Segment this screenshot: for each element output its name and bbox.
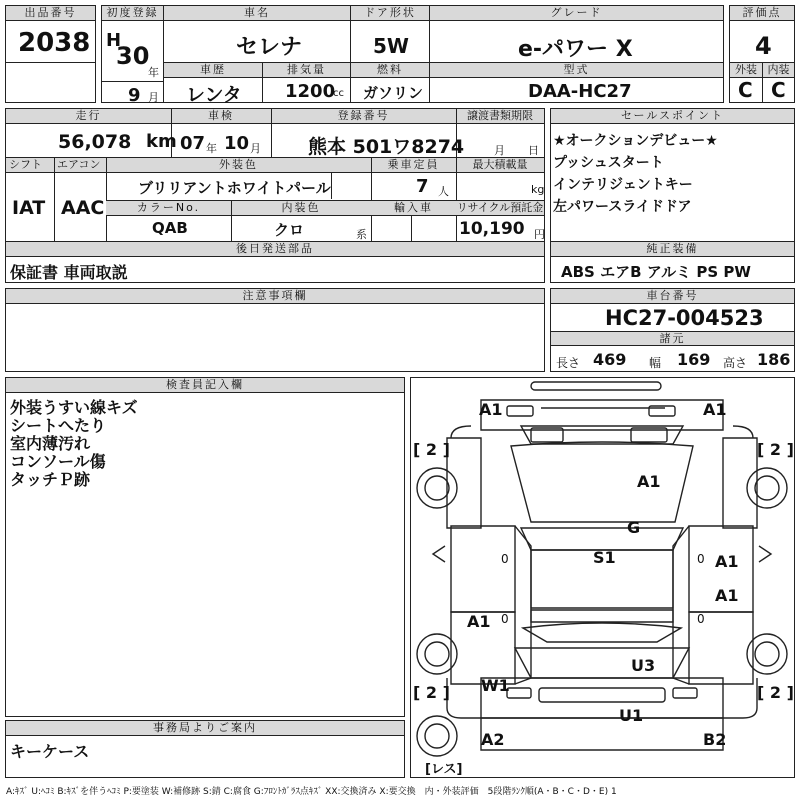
score-label: 評価点 [730, 6, 794, 21]
grade-label: グレード [430, 6, 723, 21]
month-unit: 月 [148, 91, 159, 104]
lot-number-blank [5, 62, 96, 103]
vehicle-details-block [5, 108, 545, 242]
door-cell [350, 5, 430, 63]
damage-diagram [410, 377, 795, 778]
color-number: QAB [152, 219, 188, 237]
damage-mark-roof: S1 [593, 548, 616, 567]
era-letter: H [106, 30, 122, 51]
inspector-note-line: シートへたり [10, 416, 107, 435]
shift: IAT [12, 197, 46, 219]
import-label: 輸入車 [371, 201, 456, 216]
inspection-year-unit: 年 [206, 142, 217, 155]
equipment-label: 純正装備 [551, 242, 794, 257]
registration-label: 登録番号 [271, 109, 456, 124]
sales-points-label: セールスポイント [551, 109, 794, 124]
caution-cell [5, 288, 545, 372]
car-outline-diagram [411, 378, 794, 777]
lot-number-cell [5, 5, 96, 63]
caution-label: 注意事項欄 [6, 289, 544, 304]
sales-point-item: 左パワースライドドア [553, 199, 692, 215]
recycle-fee-label: リサイクル預託金 [456, 201, 544, 214]
zero-mark-left-rear: 0 [501, 612, 509, 626]
displacement-cell [262, 62, 351, 103]
inspector-note-line: 外装うすい線キズ [10, 398, 138, 417]
equipment-text: ABS エアB アルミ PS PW [561, 263, 751, 281]
inspection-month: 10 [224, 133, 250, 154]
office-note-label: 事務局よりご案内 [6, 721, 404, 736]
damage-mark-right-rear-door: A1 [715, 586, 739, 605]
mileage-unit: km [146, 131, 177, 152]
capacity-label: 乗車定員 [371, 158, 456, 173]
door-type: 5W [373, 34, 409, 58]
damage-mark-rear-hatch: U3 [631, 656, 656, 675]
first-registration-year: 30 [116, 42, 150, 70]
car-name: セレナ [236, 35, 303, 60]
damage-mark-hood: A1 [637, 472, 661, 491]
damage-mark-rear-bumper-right: B2 [703, 730, 727, 749]
damage-mark-rear-bumper-left: A2 [481, 730, 505, 749]
model-code: DAA-HC27 [528, 81, 632, 102]
tire-mark-front-left: [ 2 ] [413, 440, 450, 459]
interior-color-unit: 系 [356, 228, 367, 241]
shift-label: シフト [6, 158, 54, 173]
damage-mark-left-rear-door: A1 [467, 612, 491, 631]
damage-mark-front-left: A1 [479, 400, 503, 419]
chassis-cell [550, 288, 795, 372]
capacity-unit: 人 [438, 185, 449, 198]
grade: e-パワー X [518, 37, 633, 62]
damage-mark-right-front-door: A1 [715, 552, 739, 571]
damage-mark-rear-left: W1 [481, 676, 510, 695]
max-load-label: 最大積載量 [456, 158, 544, 173]
score-cell [729, 5, 795, 63]
damage-code-legend: A:ｷｽﾞ U:ﾍｺﾐ B:ｷｽﾞを伴うﾍｺﾐ P:要塗装 W:補修跡 S:錆 C:腐食 G:ﾌﾛﾝﾄｶﾞﾗｽ点ｷｽﾞ XX:交換済み X:要交換 内・外装評価 5段階ﾗﾝｸ順(A・B・C・D・E) 1 [6, 787, 617, 797]
zero-mark-right-door: 0 [697, 552, 705, 566]
lot-number: 2038 [18, 28, 91, 58]
equipment-cell [550, 241, 795, 283]
inspector-notes-cell [5, 377, 405, 717]
first-registration-label: 初度登録 [102, 6, 163, 21]
exterior-color: ブリリアントホワイトパール [138, 179, 331, 197]
history-cell [163, 62, 263, 106]
fuel: ガソリン [363, 84, 424, 102]
zero-mark-left-door: 0 [501, 552, 509, 566]
sales-points-cell [550, 108, 795, 242]
score: 4 [755, 32, 772, 60]
capacity: 7 [416, 176, 429, 197]
length: 469 [593, 350, 627, 369]
air-conditioner: AAC [61, 197, 105, 219]
sales-point-item: プッシュスタート [553, 155, 664, 171]
interior-grade: C [771, 78, 786, 102]
spare-tire-mark: [レス] [425, 762, 463, 777]
model-label: 型式 [430, 63, 723, 78]
grade-cell [429, 5, 724, 63]
displacement-label: 排気量 [263, 63, 350, 78]
lot-number-label: 出品番号 [6, 6, 95, 21]
model-cell [429, 62, 724, 103]
interior-grade-label: 内装 [763, 63, 794, 78]
exterior-grade-cell [729, 62, 763, 103]
transfer-day-unit: 日 [528, 144, 539, 157]
inspector-note-line: コンソール傷 [10, 452, 106, 471]
registration-number: 熊本 501ワ8274 [308, 136, 465, 158]
width-label: 幅 [649, 356, 662, 370]
recycle-fee: 10,190 [459, 219, 525, 239]
sales-point-item: ★オークションデビュー★ [553, 133, 718, 149]
later-parts-text: 保証書 車両取説 [10, 263, 128, 282]
interior-color: クロ [274, 221, 305, 239]
color-number-label: カラーNo. [106, 201, 231, 216]
damage-mark-front-right: A1 [703, 400, 727, 419]
interior-color-label: 内装色 [231, 201, 371, 216]
mileage-label: 走行 [6, 109, 171, 124]
transfer-deadline-label: 譲渡書類期限 [456, 109, 544, 124]
exterior-grade: C [738, 78, 753, 102]
tire-mark-rear-left: [ 2 ] [413, 683, 450, 702]
later-parts-label: 後日発送部品 [6, 242, 544, 257]
history-label: 車歴 [164, 63, 262, 78]
door-label: ドア形状 [351, 6, 429, 21]
car-name-label: 車名 [164, 6, 350, 21]
transfer-month-unit: 月 [494, 144, 505, 157]
history: レンタ [186, 84, 242, 106]
later-parts-cell [5, 241, 545, 283]
mileage: 56,078 [58, 131, 132, 153]
chassis-number: HC27-004523 [605, 306, 764, 330]
width: 169 [677, 350, 711, 369]
length-label: 長さ [556, 356, 581, 370]
zero-mark-right-rear: 0 [697, 612, 705, 626]
height-label: 高さ [723, 356, 748, 370]
first-registration-month: 9 [128, 85, 141, 106]
height: 186 [757, 350, 791, 369]
max-load-unit: kg [531, 183, 545, 196]
fuel-cell [350, 62, 430, 103]
exterior-grade-label: 外装 [730, 63, 762, 78]
car-name-cell [163, 5, 351, 63]
recycle-fee-unit: 円 [534, 228, 545, 241]
year-unit: 年 [148, 66, 159, 79]
displacement: 1200 [285, 81, 336, 102]
office-note-cell [5, 720, 405, 778]
inspector-note-line: タッチＰ跡 [10, 470, 91, 489]
tire-mark-front-right: [ 2 ] [757, 440, 794, 459]
inspection-label: 車検 [171, 109, 271, 124]
inspection-year: 07 [180, 133, 206, 154]
damage-mark-rear-center: U1 [619, 706, 644, 725]
fuel-label: 燃料 [351, 63, 429, 78]
office-note-text: キーケース [10, 742, 90, 761]
exterior-color-label: 外装色 [106, 158, 371, 173]
interior-grade-cell [762, 62, 795, 103]
ac-label: エアコン [54, 158, 106, 173]
tire-mark-rear-right: [ 2 ] [757, 683, 794, 702]
inspection-month-unit: 月 [250, 142, 261, 155]
inspector-notes-label: 検査員記入欄 [6, 378, 404, 393]
damage-mark-windshield: G [627, 518, 641, 537]
sales-point-item: インテリジェントキー [553, 177, 693, 193]
displacement-unit: cc [333, 88, 344, 99]
inspector-note-line: 室内薄汚れ [10, 434, 91, 453]
specs-label: 諸元 [551, 331, 794, 346]
first-registration-cell [101, 5, 164, 106]
chassis-label: 車台番号 [551, 289, 794, 304]
